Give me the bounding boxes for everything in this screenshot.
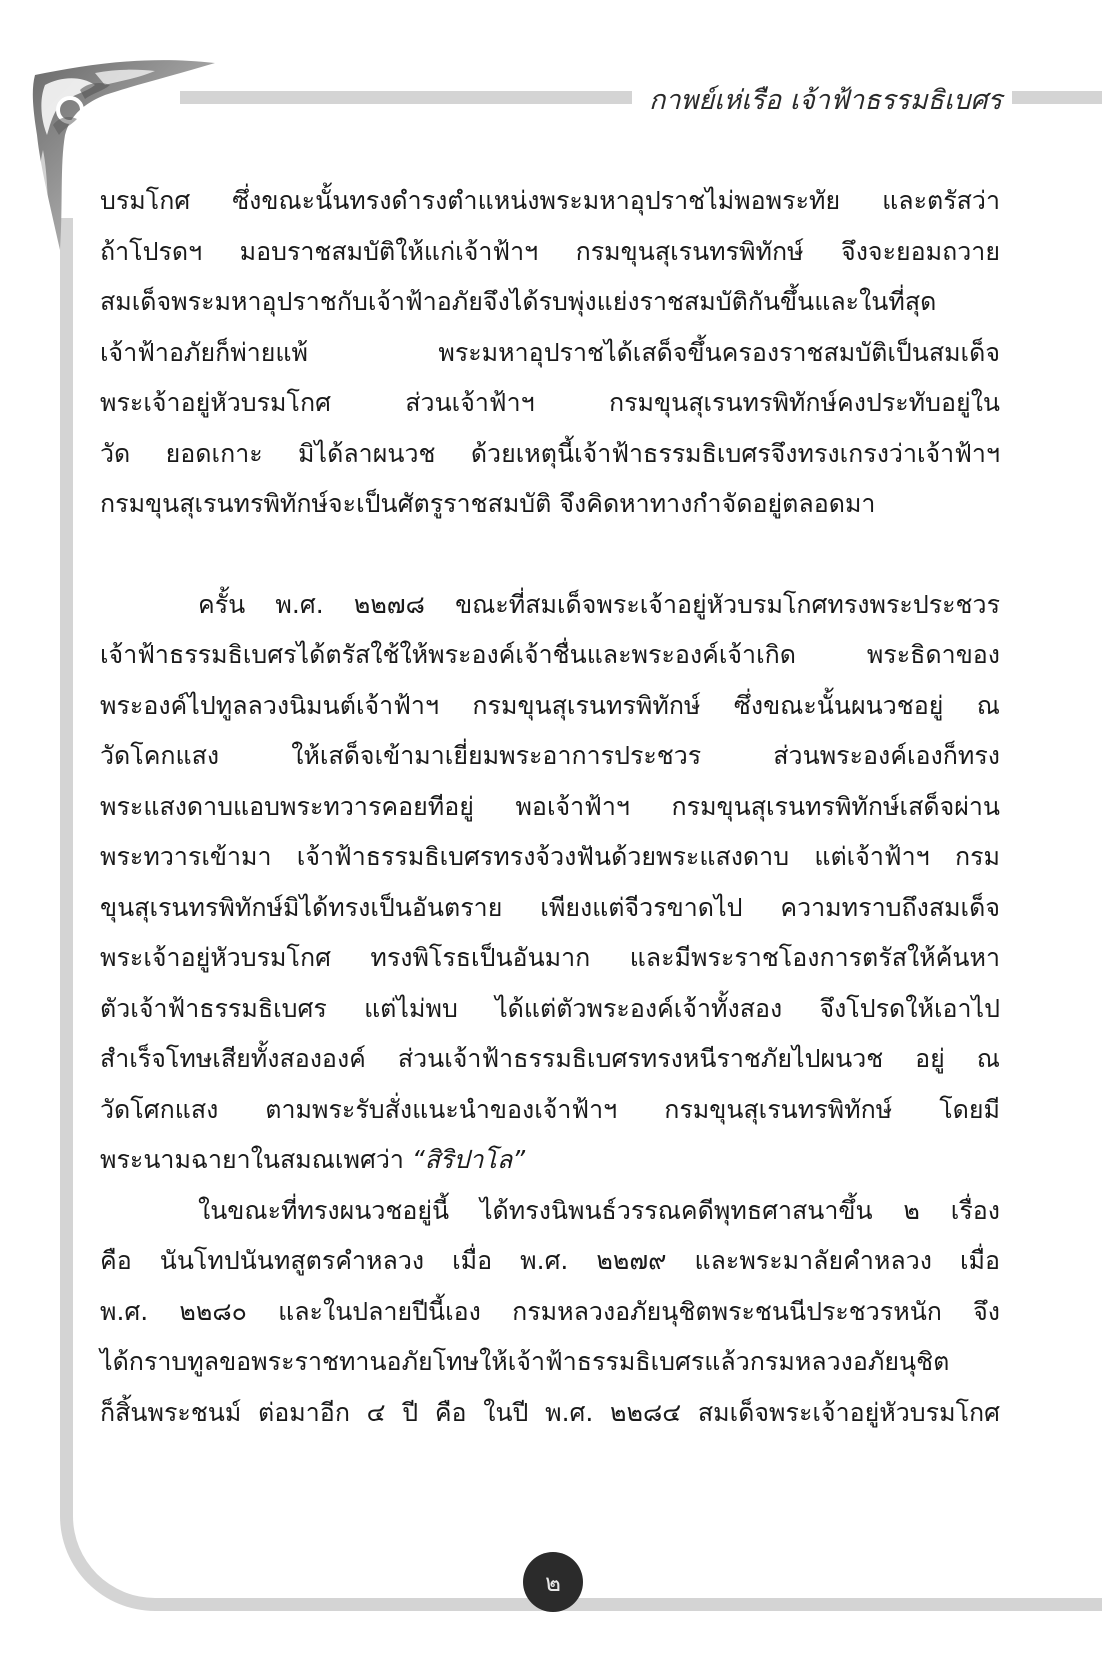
text-line: ในขณะที่ทรงผนวชอยู่นี้ ได้ทรงนิพนธ์วรรณคดีพุทธศาสนาขึ้น ๒ เรื่อง: [198, 1195, 1000, 1225]
paragraph: [100, 580, 1000, 1186]
text-line: บรมโกศ ซึ่งขณะนั้นทรงดำรงตำแหน่งพระมหาอุปราชไม่พอพระทัย และตรัสว่า: [100, 186, 1000, 215]
text-line: วัดโคกแสง ให้เสด็จเข้ามาเยี่ยมพระอาการประชวร ส่วนพระองค์เองก็ทรง: [100, 741, 1000, 770]
text-line: พระเจ้าอยู่หัวบรมโกศ ทรงพิโรธเป็นอันมาก และมีพระราชโองการตรัสให้ค้นหา: [100, 943, 1000, 972]
text-span: พระนามฉายาในสมณเพศว่า: [100, 1145, 412, 1174]
paragraph: [100, 176, 1000, 530]
text-line: สำเร็จโทษเสียทั้งสององค์ ส่วนเจ้าฟ้าธรรมธิเบศรทรงหนีราชภัยไปผนวช อยู่ ณ: [100, 1044, 1000, 1073]
header-rule-end: [1012, 91, 1102, 104]
text-line: พ.ศ. ๒๒๘๐ และในปลายปีนี้เอง กรมหลวงอภัยนุชิตพระชนนีประชวรหนัก จึง: [100, 1296, 1000, 1326]
text-line: พระทวารเข้ามา เจ้าฟ้าธรรมธิเบศรทรงจ้วงฟันด้วยพระแสงดาบ แต่เจ้าฟ้าฯ กรม: [100, 842, 1000, 871]
header-rule: [180, 91, 632, 104]
text-line: พระเจ้าอยู่หัวบรมโกศ ส่วนเจ้าฟ้าฯ กรมขุนสุเรนทรพิทักษ์คงประทับอยู่ใน: [100, 388, 1000, 417]
text-line: วัด ยอดเกาะ มิได้ลาผนวช ด้วยเหตุนี้เจ้าฟ้าธรรมธิเบศรจึงทรงเกรงว่าเจ้าฟ้าฯ: [100, 438, 1000, 468]
text-line: ก็สิ้นพระชนม์ ต่อมาอีก ๔ ปี คือ ในปี พ.ศ. ๒๒๘๔ สมเด็จพระเจ้าอยู่หัวบรมโกศ: [100, 1397, 1000, 1427]
text-line: [100, 1135, 1000, 1186]
monastic-name-quote: “สิริปาโล”: [411, 1145, 526, 1174]
text-line: พระองค์ไปทูลลวงนิมนต์เจ้าฟ้าฯ กรมขุนสุเรนทรพิทักษ์ ซึ่งขณะนั้นผนวชอยู่ ณ: [100, 690, 1000, 720]
text-line: คือ นันโทปนันทสูตรคำหลวง เมื่อ พ.ศ. ๒๒๗๙ และพระมาลัยคำหลวง เมื่อ: [100, 1246, 1000, 1275]
text-line: ขุนสุเรนทรพิทักษ์มิได้ทรงเป็นอันตราย เพียงแต่จีวรขาดไป ความทราบถึงสมเด็จ: [100, 892, 1000, 922]
text-line: ตัวเจ้าฟ้าธรรมธิเบศร แต่ไม่พบ ได้แต่ตัวพระองค์เจ้าทั้งสอง จึงโปรดให้เอาไป: [100, 993, 1000, 1023]
text-line: พระแสงดาบแอบพระทวารคอยทีอยู่ พอเจ้าฟ้าฯ กรมขุนสุเรนทรพิทักษ์เสด็จผ่าน: [100, 791, 1000, 821]
text-line: เจ้าฟ้าธรรมธิเบศรได้ตรัสใช้ให้พระองค์เจ้าชื่นและพระองค์เจ้าเกิด พระธิดาของ: [100, 640, 1000, 669]
body-text: [100, 176, 1000, 1438]
running-header-title: กาพย์เห่เรือ เจ้าฟ้าธรรมธิเบศร: [649, 85, 1002, 116]
text-line: ครั้น พ.ศ. ๒๒๗๘ ขณะที่สมเด็จพระเจ้าอยู่หัวบรมโกศทรงพระประชวร: [198, 589, 1000, 619]
text-line: วัดโศกแสง ตามพระรับสั่งแนะนำของเจ้าฟ้าฯ กรมขุนสุเรนทรพิทักษ์ โดยมี: [100, 1094, 1000, 1124]
text-line: กรมขุนสุเรนทรพิทักษ์จะเป็นศัตรูราชสมบัติ จึงคิดหาทางกำจัดอยู่ตลอดมา: [100, 489, 876, 518]
paragraph: [100, 1186, 1000, 1439]
text-line: ได้กราบทูลขอพระราชทานอภัยโทษให้เจ้าฟ้าธรรมธิเบศรแล้วกรมหลวงอภัยนุชิต: [100, 1347, 950, 1376]
text-line: ถ้าโปรดฯ มอบราชสมบัติให้แก่เจ้าฟ้าฯ กรมขุนสุเรนทรพิทักษ์ จึงจะยอมถวาย: [100, 236, 1000, 266]
paragraph-gap: [100, 530, 1000, 580]
text-line: สมเด็จพระมหาอุปราชกับเจ้าฟ้าอภัยจึงได้รบพุ่งแย่งราชสมบัติกันขึ้นและในที่สุด: [100, 287, 937, 316]
text-line: เจ้าฟ้าอภัยก็พ่ายแพ้ พระมหาอุปราชได้เสด็จขึ้นครองราชสมบัติเป็นสมเด็จ: [100, 337, 1000, 367]
page-number: ๒: [523, 1552, 583, 1612]
